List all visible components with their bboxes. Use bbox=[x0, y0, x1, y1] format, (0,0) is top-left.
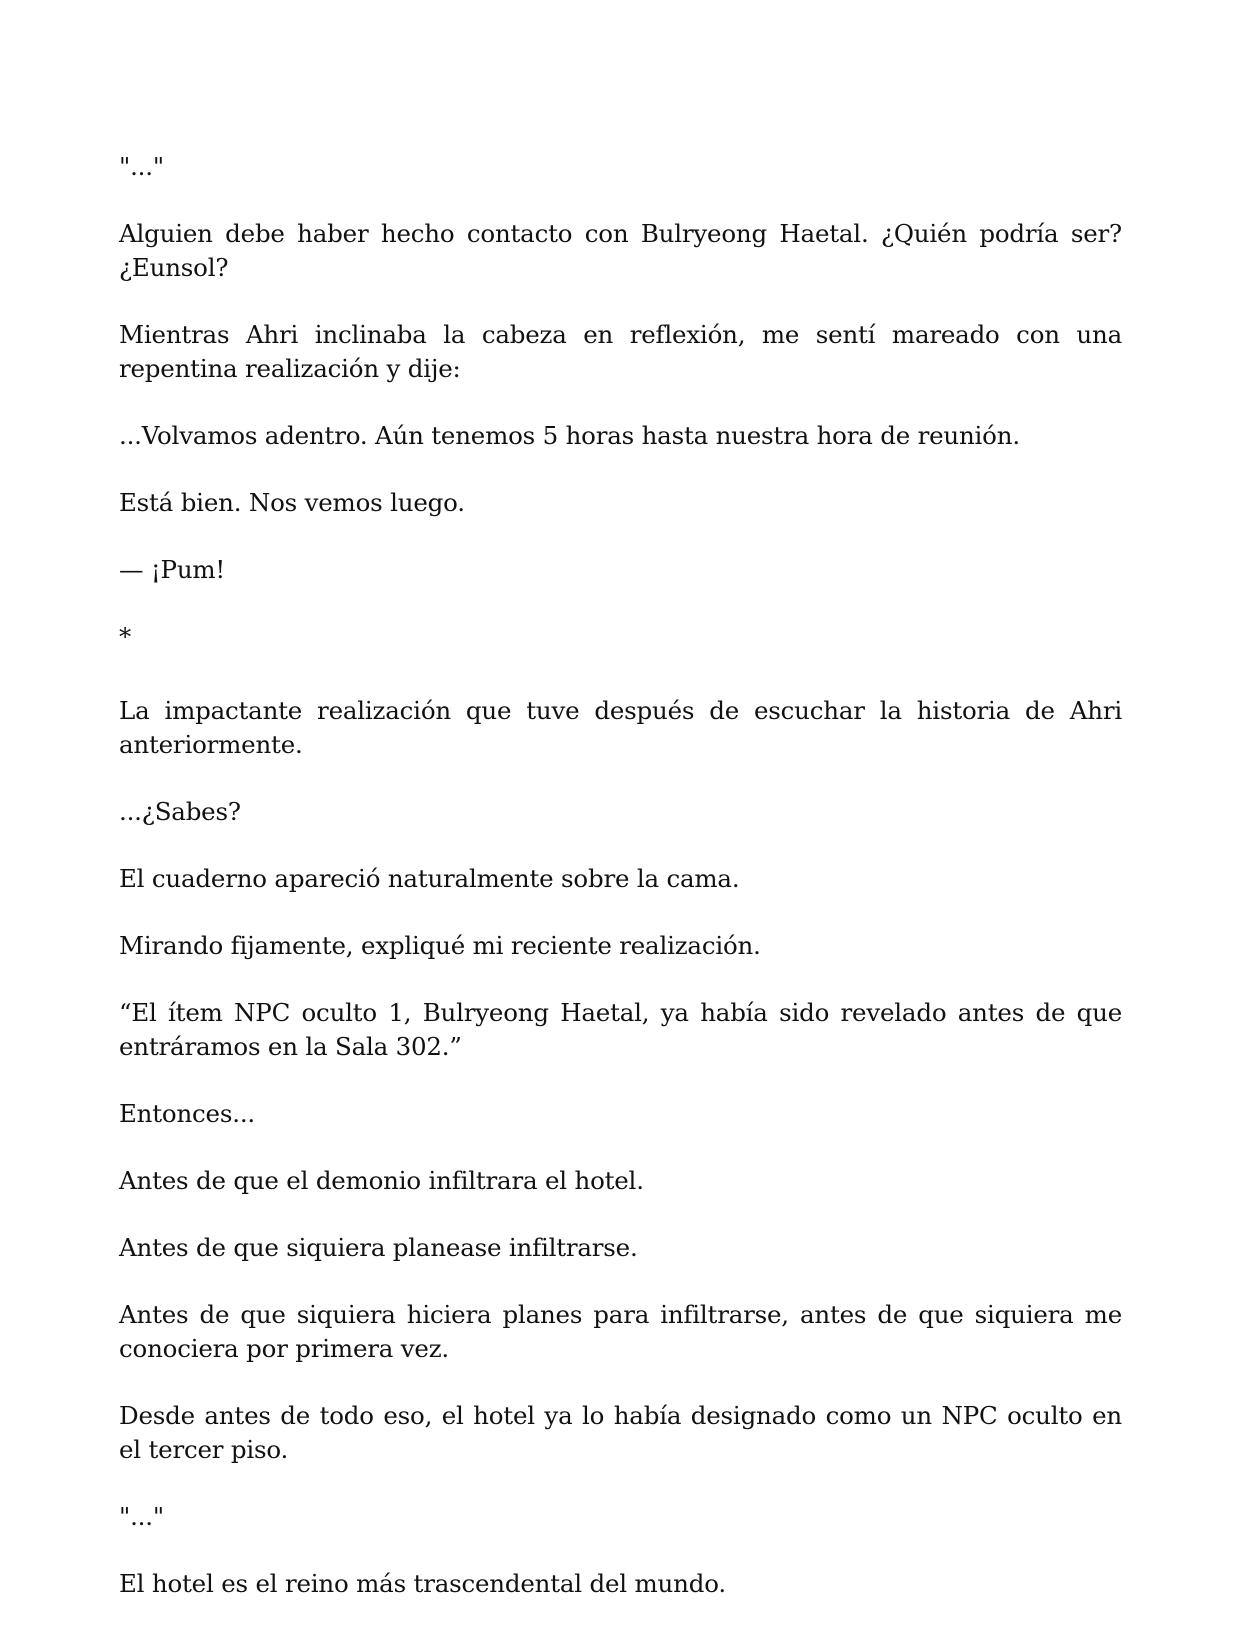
paragraph: La impactante realización que tuve después de escuchar la historia de Ahri anteriormente. bbox=[119, 696, 1122, 759]
paragraph: Mientras Ahri inclinaba la cabeza en reflexión, me sentí mareado con una repentina realización y dije: bbox=[119, 320, 1122, 383]
scene-break: * bbox=[119, 622, 132, 651]
paragraph: Antes de que el demonio infiltrara el hotel. bbox=[119, 1166, 644, 1195]
paragraph: Entonces... bbox=[119, 1099, 255, 1128]
paragraph: Mirando fijamente, expliqué mi reciente realización. bbox=[119, 931, 761, 960]
paragraph-ellipsis-quote: "..." bbox=[119, 1502, 164, 1531]
paragraph: El cuaderno apareció naturalmente sobre la cama. bbox=[119, 864, 740, 893]
paragraph: ...Volvamos adentro. Aún tenemos 5 horas hasta nuestra hora de reunión. bbox=[119, 421, 1020, 450]
paragraph: Está bien. Nos vemos luego. bbox=[119, 488, 465, 517]
paragraph: Antes de que siquiera hiciera planes para infiltrarse, antes de que siquiera me conociera por primera vez. bbox=[119, 1300, 1122, 1363]
paragraph: Alguien debe haber hecho contacto con Bulryeong Haetal. ¿Quién podría ser? ¿Eunsol? bbox=[119, 219, 1122, 282]
text-column bbox=[119, 150, 1122, 1634]
paragraph: Desde antes de todo eso, el hotel ya lo había designado como un NPC oculto en el tercer piso. bbox=[119, 1401, 1122, 1464]
paragraph-dialogue: “El ítem NPC oculto 1, Bulryeong Haetal, ya había sido revelado antes de que entráramos en la Sala 302.” bbox=[119, 998, 1122, 1061]
paragraph-sound-effect: — ¡Pum! bbox=[119, 555, 226, 584]
paragraph: El hotel es el reino más trascendental del mundo. bbox=[119, 1569, 726, 1598]
paragraph-ellipsis-quote: "..." bbox=[119, 152, 164, 181]
paragraph: Antes de que siquiera planease infiltrarse. bbox=[119, 1233, 638, 1262]
paragraph: ...¿Sabes? bbox=[119, 797, 241, 826]
